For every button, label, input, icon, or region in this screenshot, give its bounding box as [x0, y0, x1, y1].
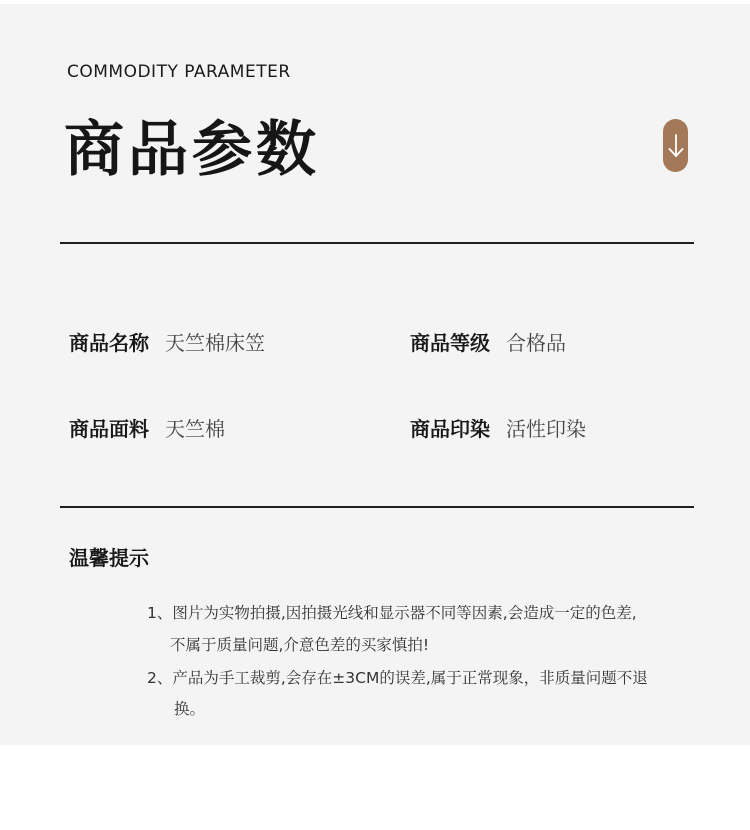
parameter-panel — [0, 4, 750, 745]
param-grade-label: 商品等级 — [410, 331, 490, 355]
param-dyeing-label: 商品印染 — [410, 417, 490, 441]
notice-line: 不属于质量问题,介意色差的买家慎拍! — [170, 636, 430, 654]
arrow-down-icon — [668, 133, 684, 159]
notice-line: 1、图片为实物拍摄,因拍摄光线和显示器不同等因素,会造成一定的色差, — [147, 604, 637, 622]
param-grade-value: 合格品 — [506, 331, 566, 355]
param-name-value: 天竺棉床笠 — [165, 331, 265, 355]
param-fabric-label: 商品面料 — [69, 417, 149, 441]
param-fabric — [69, 413, 225, 442]
notice-title: 温馨提示 — [69, 546, 149, 570]
param-name — [69, 327, 265, 356]
divider-top — [60, 242, 694, 244]
param-dyeing-value: 活性印染 — [506, 417, 586, 441]
section-subtitle: COMMODITY PARAMETER — [67, 62, 291, 82]
param-grade — [410, 327, 566, 356]
notice-line: 2、产品为手工裁剪,会存在±3CM的误差,属于正常现象，非质量问题不退 — [147, 669, 648, 687]
param-dyeing — [410, 413, 586, 442]
notice-line: 换。 — [174, 700, 206, 718]
param-fabric-value: 天竺棉 — [165, 417, 225, 441]
divider-bottom — [60, 506, 694, 508]
param-name-label: 商品名称 — [69, 331, 149, 355]
page-title: 商品参数 — [64, 115, 320, 185]
scroll-down-badge[interactable] — [663, 119, 688, 172]
